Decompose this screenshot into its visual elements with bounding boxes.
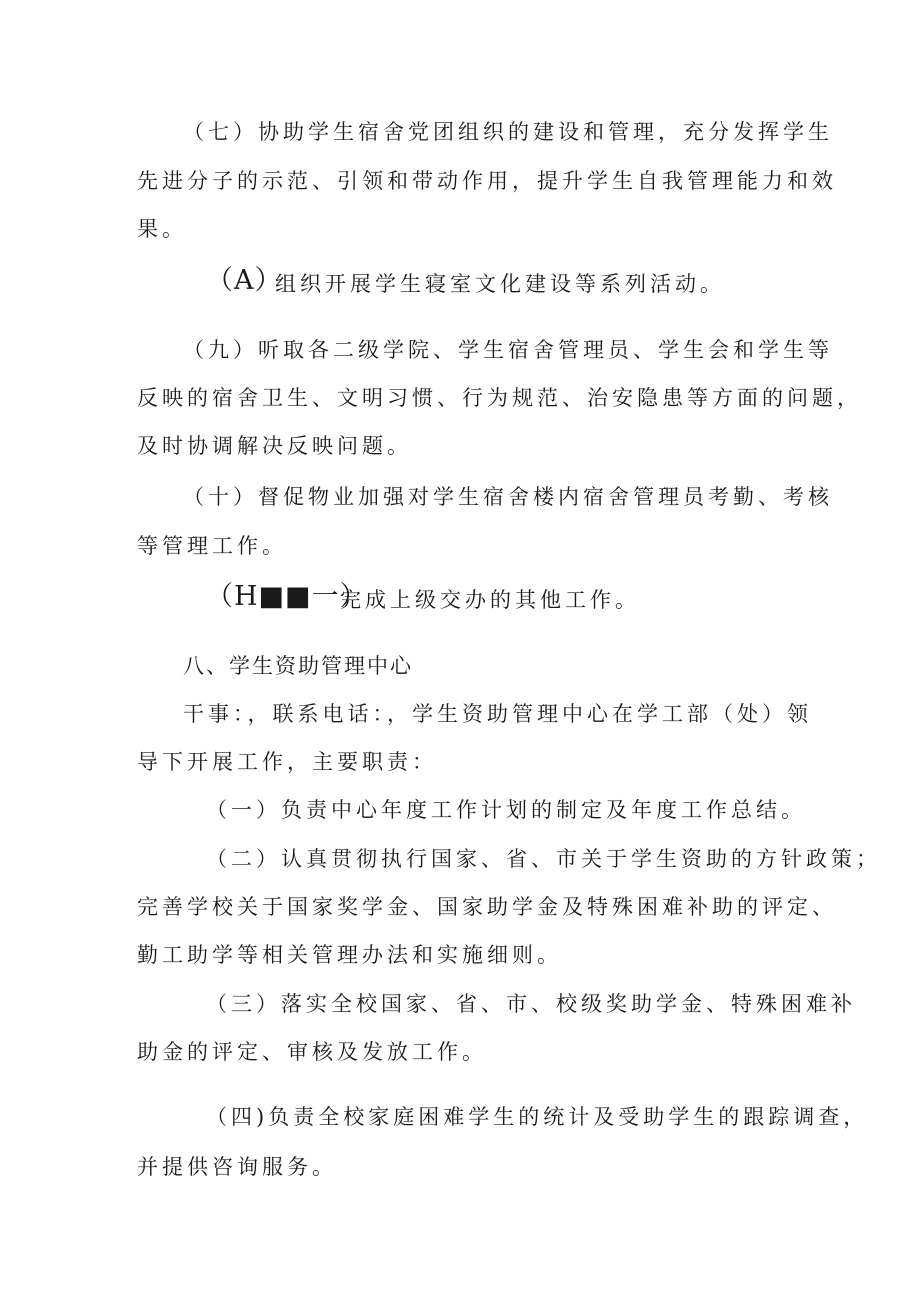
paragraph-9-line-1: （九）听取各二级学院、学生宿舍管理员、学生会和学生等 xyxy=(183,338,833,362)
duty-1: （一）负责中心年度工作计划的制定及年度工作总结。 xyxy=(206,798,806,822)
duty-4-line-2: 并提供咨询服务。 xyxy=(137,1155,337,1179)
paragraph-9-line-3: 及时协调解决反映问题。 xyxy=(137,434,412,458)
paragraph-8-text: 组织开展学生寝室文化建设等系列活动。 xyxy=(275,272,725,296)
paragraph-8-marker: （A） xyxy=(206,265,283,296)
intro-line-2: 导下开展工作，主要职责： xyxy=(137,750,437,774)
duty-3-line-2: 助金的评定、审核及发放工作。 xyxy=(137,1040,487,1064)
duty-4-line-1: （四)负责全校家庭困难学生的统计及受助学生的跟踪调查， xyxy=(206,1105,869,1129)
paragraph-10-line-1: （十）督促物业加强对学生宿舍楼内宿舍管理员考勤、考核 xyxy=(183,485,833,509)
paragraph-11-text: 完成上级交办的其他工作。 xyxy=(340,588,640,612)
duty-2-line-3: 勤工助学等相关管理办法和实施细则。 xyxy=(137,943,562,967)
paragraph-7-line-1: （七）协助学生宿舍党团组织的建设和管理，充分发挥学生 xyxy=(183,120,833,144)
paragraph-11-marker: （H■■一） xyxy=(206,581,368,612)
paragraph-7-line-3: 果。 xyxy=(137,217,187,241)
duty-3-line-1: （三）落实全校国家、省、市、校级奖助学金、特殊困难补 xyxy=(206,992,856,1016)
paragraph-10-line-2: 等管理工作。 xyxy=(137,534,287,558)
duty-2-line-1: （二）认真贯彻执行国家、省、市关于学生资助的方针政策； xyxy=(206,847,881,871)
duty-2-line-2: 完善学校关于国家奖学金、国家助学金及特殊困难补助的评定、 xyxy=(137,895,837,919)
paragraph-9-line-2: 反映的宿舍卫生、文明习惯、行为规范、治安隐患等方面的问题， xyxy=(137,386,862,410)
section-heading: 八、学生资助管理中心 xyxy=(183,654,413,678)
paragraph-7-line-2: 先进分子的示范、引领和带动作用，提升学生自我管理能力和效 xyxy=(137,169,837,193)
intro-line-1: 干事：，联系电话：，学生资助管理中心在学工部（处）领 xyxy=(183,702,812,726)
